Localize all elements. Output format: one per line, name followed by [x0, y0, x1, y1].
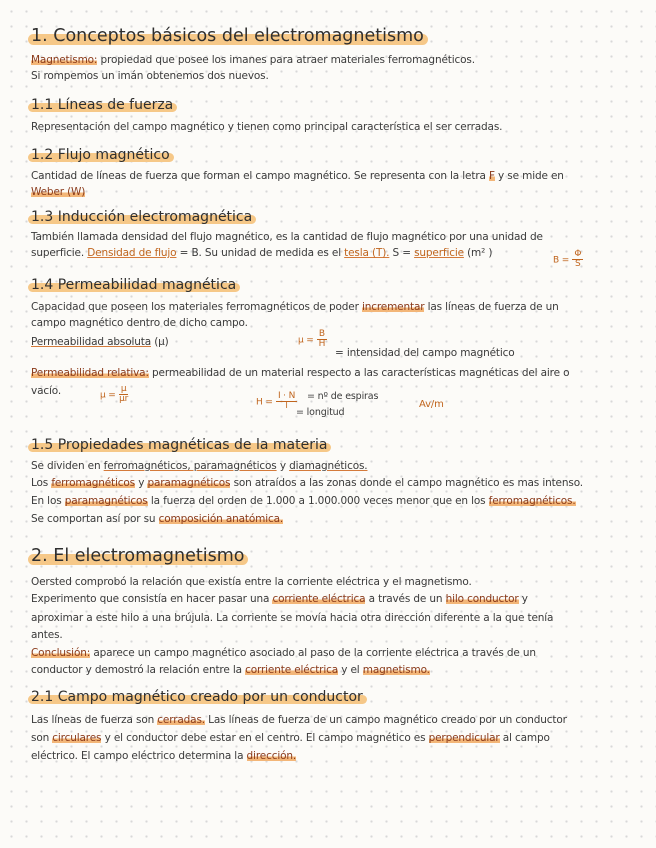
s-eq: S =: [389, 247, 415, 259]
prop-l3d: ferromagnéticos.: [488, 495, 576, 507]
c-l1c: Las líneas de fuerza de un campo magnético creado por un conductor: [204, 714, 567, 726]
lineas-text: Representación del campo magnético y tienen como principal característica el ser cerradas.: [31, 121, 503, 133]
term-magnetismo: Magnetismo:: [31, 54, 98, 66]
superficie-word: superficie.: [31, 247, 85, 259]
heading-1-4: 1.4 Permeabilidad magnética: [31, 277, 237, 293]
induccion-eq: = B. Su unidad de medida es el: [176, 247, 345, 259]
formula-mu-den: H: [318, 339, 326, 349]
magnetismo-line: [31, 52, 475, 69]
el-l6b: corriente eléctrica: [245, 664, 339, 676]
c-l2a: son: [31, 732, 53, 744]
propiedades-line-1: [31, 458, 367, 475]
conductor-line-1: [31, 712, 567, 729]
flujo-line-2: [31, 184, 85, 201]
electro-line-5: [31, 645, 536, 662]
magnetismo-def: propiedad que posee los imanes para atraer materiales ferromagnéticos.: [97, 54, 475, 66]
el-l6d: magnetismo.: [362, 664, 430, 676]
formula-mu-num: B: [318, 329, 325, 339]
prop-l2d: paramagnéticos: [147, 477, 231, 489]
formula-b-lhs: B =: [553, 255, 570, 266]
formula-mur-num: μ: [120, 384, 127, 394]
incrementar-term: incrementar: [361, 301, 425, 313]
propiedades-line-4: [31, 511, 283, 528]
c-l3b: dirección.: [246, 750, 297, 762]
formula-mur: [100, 385, 128, 405]
heading-2: 2. El electromagnetismo: [31, 546, 245, 566]
prop-l2b: ferromagnéticos: [51, 477, 136, 489]
induccion-line-1: También llamada densidad del flujo magnético, es la cantidad de flujo magnético por una unidad de: [31, 231, 543, 243]
formula-h: [256, 392, 297, 412]
formula-b-num: Φ: [574, 249, 582, 259]
c-l2c: y el conductor debe estar en el centro. El campo magnético es: [101, 732, 429, 744]
heading-1-5: 1.5 Propiedades magnéticas de la materia: [31, 437, 328, 453]
prop-l3b: paramagnéticos: [64, 495, 148, 507]
permeabilidad-line-1: [31, 299, 559, 316]
flujo-text: Cantidad de líneas de fuerza que forman el campo magnético. Se representa con la letra: [31, 170, 489, 182]
el-l2e: y: [518, 593, 528, 605]
el-l6c: y el: [338, 664, 363, 676]
induccion-line-2: [31, 245, 492, 262]
unit-avm: Av/m: [419, 399, 444, 410]
heading-1-3: 1.3 Inducción electromagnética: [31, 209, 253, 225]
prop-l3a: En los: [31, 495, 65, 507]
perm-absoluta-sym: (μ): [151, 336, 169, 348]
c-l2b: circulares: [52, 732, 102, 744]
formula-mu-desc: = intensidad del campo magnético: [335, 347, 515, 359]
perm-relativa-term: Permeabilidad relativa:: [31, 367, 149, 379]
el-l2d: hilo conductor: [445, 593, 519, 605]
el-l6a: conductor y demostró la relación entre la: [31, 664, 246, 676]
electro-line-3: aproximar a este hilo a una brújula. La corriente se movía hacia otra dirección diferente a la que tenía: [31, 612, 554, 624]
propiedades-line-3: [31, 493, 576, 510]
c-l1a: Las líneas de fuerza son: [31, 714, 158, 726]
formula-mur-frac: [119, 385, 129, 404]
heading-1-1: 1.1 Líneas de fuerza: [31, 97, 174, 113]
formula-mu: [298, 330, 327, 350]
el-l2c: a través de un: [365, 593, 446, 605]
densidad-term: Densidad de flujo: [87, 247, 177, 259]
perm-absoluta-line: [31, 334, 169, 351]
el-l2a: Experimento que consistía en hacer pasar una: [31, 593, 273, 605]
c-l2e: al campo: [499, 732, 550, 744]
prop-l4b: composición anatómica.: [158, 513, 284, 525]
el-l2b: corriente eléctrica: [272, 593, 366, 605]
formula-h-den: l: [285, 401, 288, 411]
formula-h-den-desc: = longitud: [296, 407, 345, 418]
perm-text-b: las líneas de fuerza de un: [424, 301, 559, 313]
formula-h-frac: [276, 392, 297, 411]
conductor-line-3: [31, 748, 296, 765]
conclusion-term: Conclusión:: [31, 647, 91, 659]
heading-2-1: 2.1 Campo magnético creado por un conductor: [31, 689, 363, 705]
m2-unit: (m² ): [463, 247, 493, 259]
prop-l1b: ferromagnéticos, paramagnéticos: [103, 460, 277, 472]
superficie-term: superficie: [414, 247, 464, 259]
formula-b: [553, 250, 583, 270]
prop-l1d: diamagnéticos.: [289, 460, 368, 472]
propiedades-line-2: [31, 475, 583, 492]
c-l1b: cerradas.: [157, 714, 205, 726]
conductor-line-2: [31, 730, 550, 747]
prop-l4a: Se comportan así por su: [31, 513, 159, 525]
c-l3a: eléctrico. El campo eléctrico determina la: [31, 750, 247, 762]
perm-relativa-text: permeabilidad de un material respecto a las características magnéticas del aire o: [148, 367, 570, 379]
flujo-text-2: y se mide en: [494, 170, 564, 182]
prop-l1c: y: [276, 460, 290, 472]
formula-mu-lhs: μ =: [298, 335, 314, 346]
formula-mur-den: μr: [119, 394, 129, 404]
heading-1-2: 1.2 Flujo magnético: [31, 147, 170, 163]
prop-l2e: son atraídos a las zonas donde el campo magnético es mas intenso.: [230, 477, 583, 489]
c-l2d: perpendicular: [428, 732, 500, 744]
prop-l2c: y: [135, 477, 148, 489]
formula-b-den: S: [575, 259, 581, 269]
weber-unit: Weber (W): [31, 186, 86, 198]
tesla-term: tesla (T).: [344, 247, 390, 259]
vacio-word: vacío.: [31, 385, 62, 397]
prop-l1a: Se dividen en: [31, 460, 104, 472]
formula-mur-lhs: μ =: [100, 390, 116, 401]
flujo-letter: F: [488, 170, 495, 182]
prop-l3c: la fuerza del orden de 1.000 a 1.000.000 veces menor que en los: [147, 495, 489, 507]
perm-relativa-line: [31, 365, 569, 382]
el-l5b: aparece un campo magnético asociado al paso de la corriente eléctrica a través de un: [90, 647, 536, 659]
perm-absoluta-term: Permeabilidad absoluta: [31, 336, 152, 348]
formula-b-frac: [572, 250, 583, 269]
perm-text-a: Capacidad que poseen los materiales ferromagnéticos de poder: [31, 301, 362, 313]
formula-h-lhs: H =: [256, 397, 273, 408]
heading-1: 1. Conceptos básicos del electromagnetismo: [31, 26, 424, 46]
formula-h-num-desc: = nº de espiras: [307, 391, 379, 402]
formula-h-num: I · N: [277, 391, 296, 401]
electro-line-2: [31, 591, 528, 608]
electro-line-4: antes.: [31, 629, 63, 641]
electro-line-6: [31, 662, 430, 679]
permeabilidad-line-2: campo magnético dentro de dicho campo.: [31, 317, 248, 329]
formula-mu-frac: [317, 330, 327, 349]
flujo-line-1: [31, 168, 564, 185]
electro-line-1: Oersted comprobó la relación que existía entre la corriente eléctrica y el magnetismo.: [31, 576, 472, 588]
prop-l2a: Los: [31, 477, 52, 489]
iman-line: Si rompemos un imán obtenemos dos nuevos.: [31, 70, 269, 82]
